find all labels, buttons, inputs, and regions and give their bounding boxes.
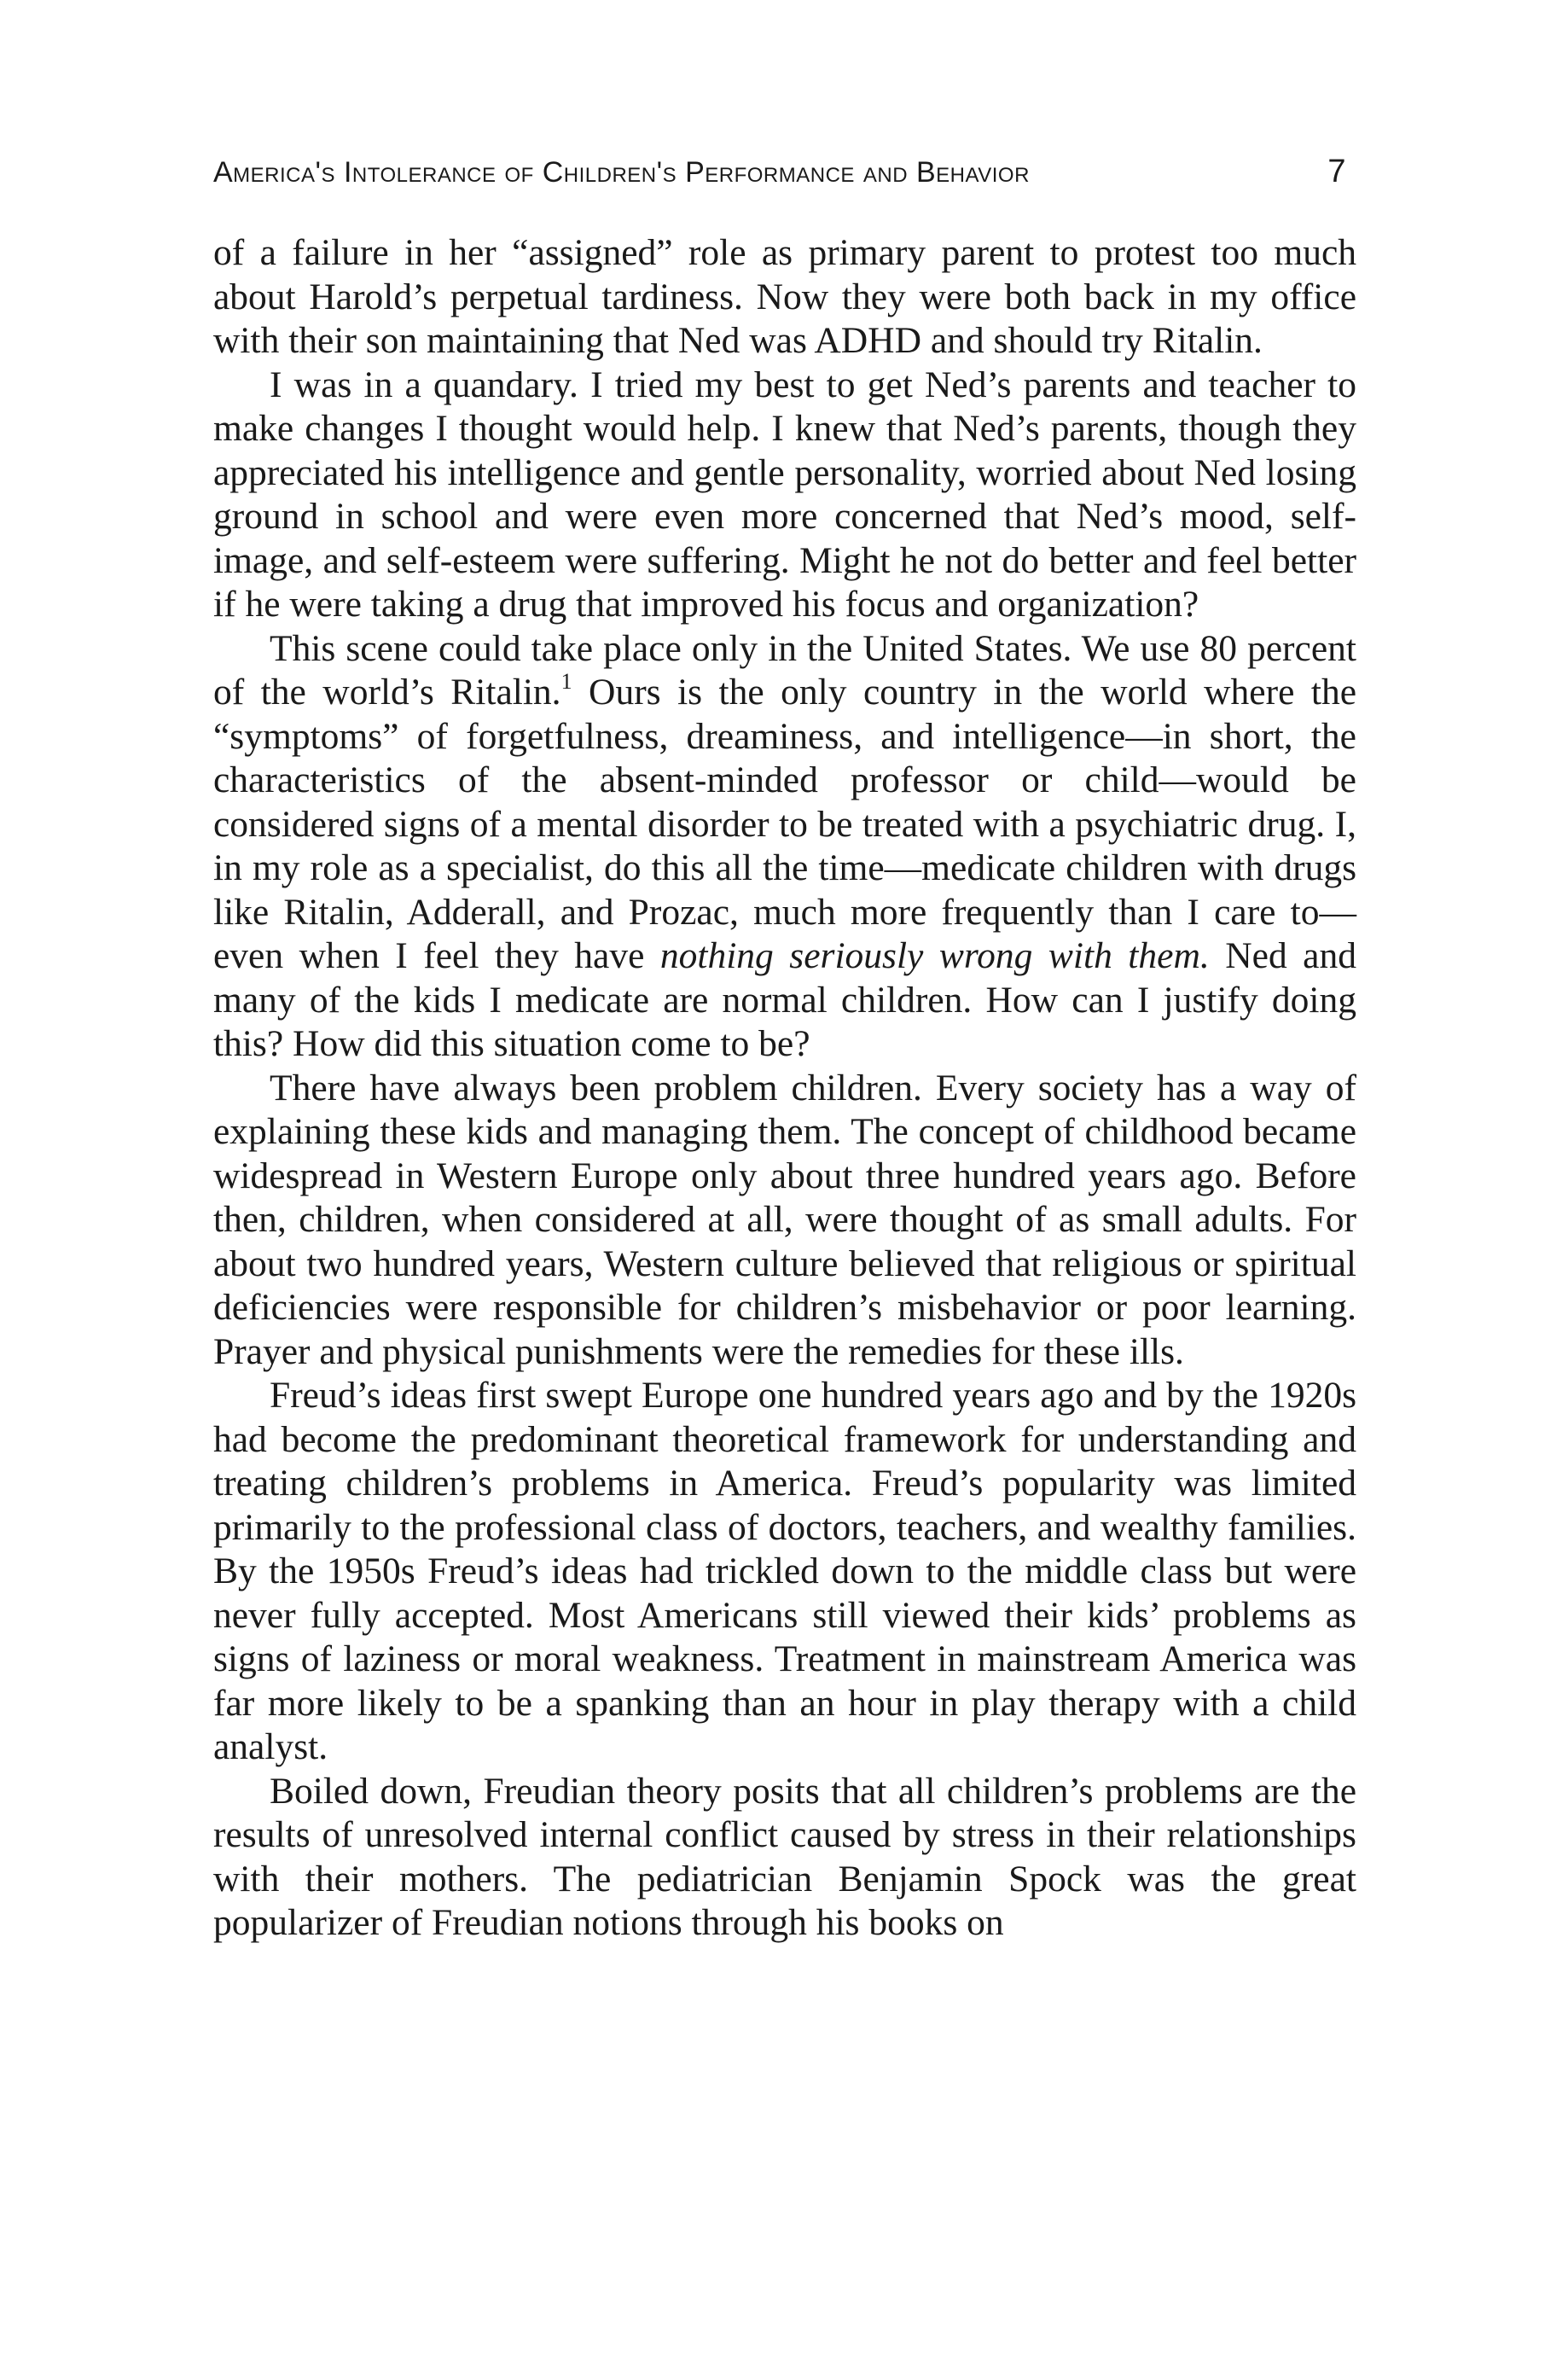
footnote-marker: 1: [560, 669, 572, 694]
body-text: [213, 231, 1356, 1946]
book-page: [213, 154, 1356, 1946]
paragraph-3-text-c: Ned and many of the kids I medicate are normal children. How can I justify doing this? How did this situation come to be?: [213, 935, 1356, 1064]
page-number: 7: [1327, 154, 1346, 189]
paragraph-5: Freud’s ideas first swept Europe one hundred years ago and by the 1920s had become the predominant theoretical framework for understanding and treating children’s problems in America. Freud’s popularity was limited primarily to the professional class of doctors, teachers, and wealthy families. By the 1950s Freud’s ideas had trickled down to the middle class but were never fully accepted. Most Americans still viewed their kids’ problems as signs of laziness or moral weakness. Treatment in mainstream America was far more likely to be a spanking than an hour in play therapy with a child analyst.: [213, 1375, 1356, 1767]
paragraph-4: There have always been problem children. Every society has a way of explaining these kids and managing them. The concept of childhood became widespread in Western Europe only about three hundred years ago. Before then, children, when considered at all, were thought of as small adults. For about two hundred years, Western culture believed that religious or spiritual deficiencies were responsible for children’s misbehavior or poor learning. Prayer and physical punishments were the remedies for these ills.: [213, 1067, 1356, 1372]
running-head-title: America's Intolerance of Children's Performance and Behavior: [213, 156, 1030, 189]
paragraph-3-text-b: Ours is the only country in the world where the “symptoms” of forgetfulness, dreaminess, and intelligence—in short, the characteristics of the absent-minded professor or child—would be considered signs of a mental disorder to be treated with a psychiatric drug. I, in my role as a specialist, do this all the time—medicate children with drugs like Ritalin, Adderall, and Prozac, much more frequently than I care to—even when I feel they have: [213, 672, 1357, 976]
paragraph-2: I was in a quandary. I tried my best to get Ned’s parents and teacher to make changes I thought would help. I knew that Ned’s parents, though they appreciated his intelligence and gentle personality, worried about Ned losing ground in school and were even more concerned that Ned’s mood, self-image, and self-esteem were suffering. Might he not do better and feel better if he were taking a drug that improved his focus and organization?: [213, 364, 1356, 625]
paragraph-3-text-a: This scene could take place only in the United States. We use 80 percent of the world’s Ritalin.: [213, 627, 1356, 713]
paragraph-3-emphasis: nothing seriously wrong with them.: [659, 935, 1210, 976]
paragraph-3: [213, 627, 1356, 1067]
paragraph-6: Boiled down, Freudian theory posits that all children’s problems are the results of unresolved internal conflict caused by stress in their relationships with their mothers. The pediatrician Benjamin Spock was the great popularizer of Freudian notions through his books on: [213, 1770, 1356, 1943]
running-head: [213, 154, 1356, 190]
paragraph-1: of a failure in her “assigned” role as primary parent to protest too much about Harold’s perpetual tardiness. Now they were both back in my office with their son maintaining that Ned was ADHD and should try Ritalin.: [213, 232, 1356, 361]
